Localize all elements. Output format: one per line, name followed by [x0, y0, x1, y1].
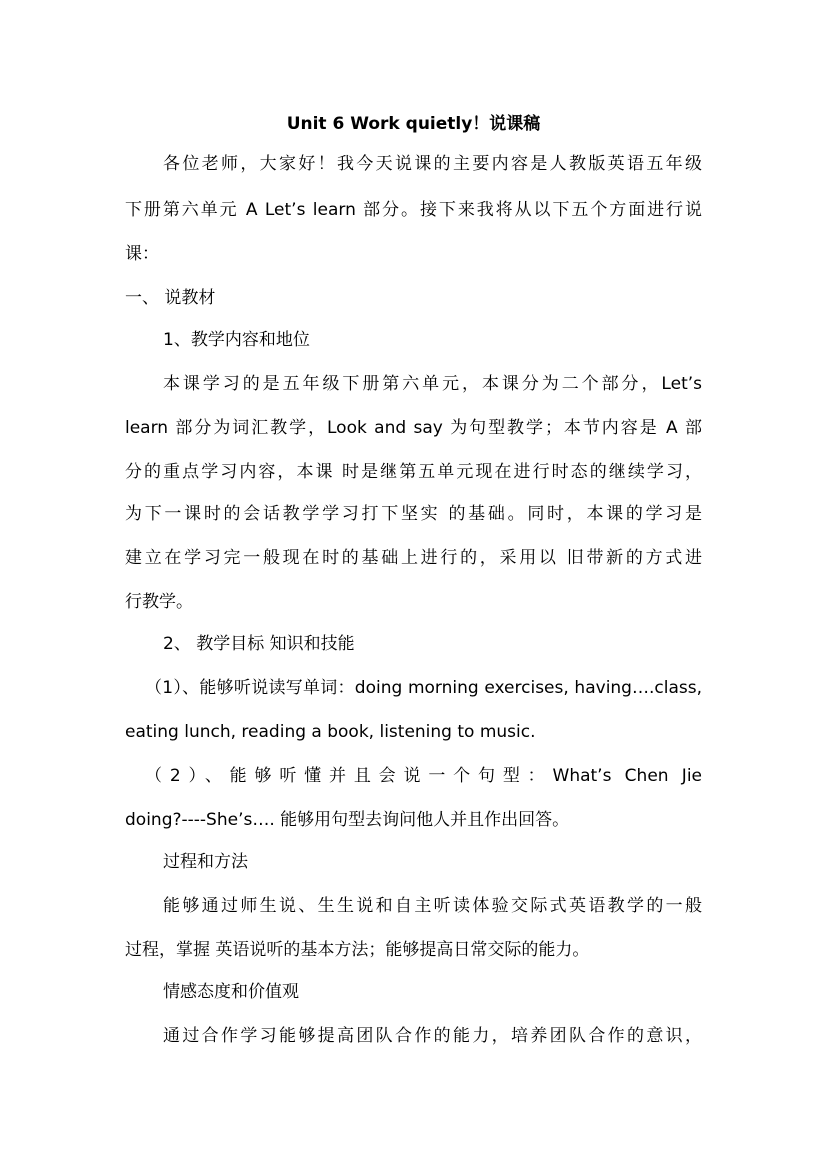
paragraph-line: 为下一课时的会话教学学习打下坚实 的基础。同时，本课的学习是 — [125, 504, 702, 524]
subsection-heading: 2、 教学目标 知识和技能 — [163, 634, 355, 654]
subsection-heading: 1、教学内容和地位 — [163, 330, 310, 350]
paragraph-line: learn 部分为词汇教学，Look and say 为句型教学；本节内容是 A 部 — [125, 418, 702, 438]
subheading: 情感态度和价值观 — [163, 982, 299, 1002]
objective-line: （1）、能够听说读写单词：doing morning exercises, having….class, — [145, 678, 702, 698]
document-title: Unit 6 Work quietly！说课稿 — [286, 114, 541, 134]
paragraph-line: 分的重点学习内容，本课 时是继第五单元现在进行时态的继续学习， — [125, 462, 702, 482]
objective-line: eating lunch, reading a book, listening to music. — [125, 722, 536, 742]
paragraph-line: 能够通过师生说、生生说和自主听读体验交际式英语教学的一般 — [163, 896, 702, 916]
subheading: 过程和方法 — [163, 852, 248, 872]
paragraph-line: 过程，掌握 英语说听的基本方法；能够提高日常交际的能力。 — [125, 940, 590, 960]
paragraph-line: 本课学习的是五年级下册第六单元，本课分为二个部分，Let’s — [163, 374, 702, 394]
paragraph-line: 行教学。 — [125, 592, 193, 612]
objective-line: doing?----She’s…. 能够用句型去询问他人并且作出回答。 — [125, 810, 570, 830]
paragraph-line: 通过合作学习能够提高团队合作的能力，培养团队合作的意识， — [163, 1026, 702, 1046]
paragraph-line: 下册第六单元 A Let’s learn 部分。接下来我将从以下五个方面进行说 — [125, 200, 702, 220]
objective-line: （2）、能够听懂并且会说一个句型：What’s Chen Jie — [145, 766, 702, 786]
paragraph-line: 建立在学习完一般现在时的基础上进行的，采用以 旧带新的方式进 — [125, 548, 702, 568]
paragraph-line: 各位老师，大家好！我今天说课的主要内容是人教版英语五年级 — [163, 154, 702, 174]
paragraph-line: 课： — [125, 244, 159, 264]
section-heading: 一、 说教材 — [125, 288, 216, 308]
